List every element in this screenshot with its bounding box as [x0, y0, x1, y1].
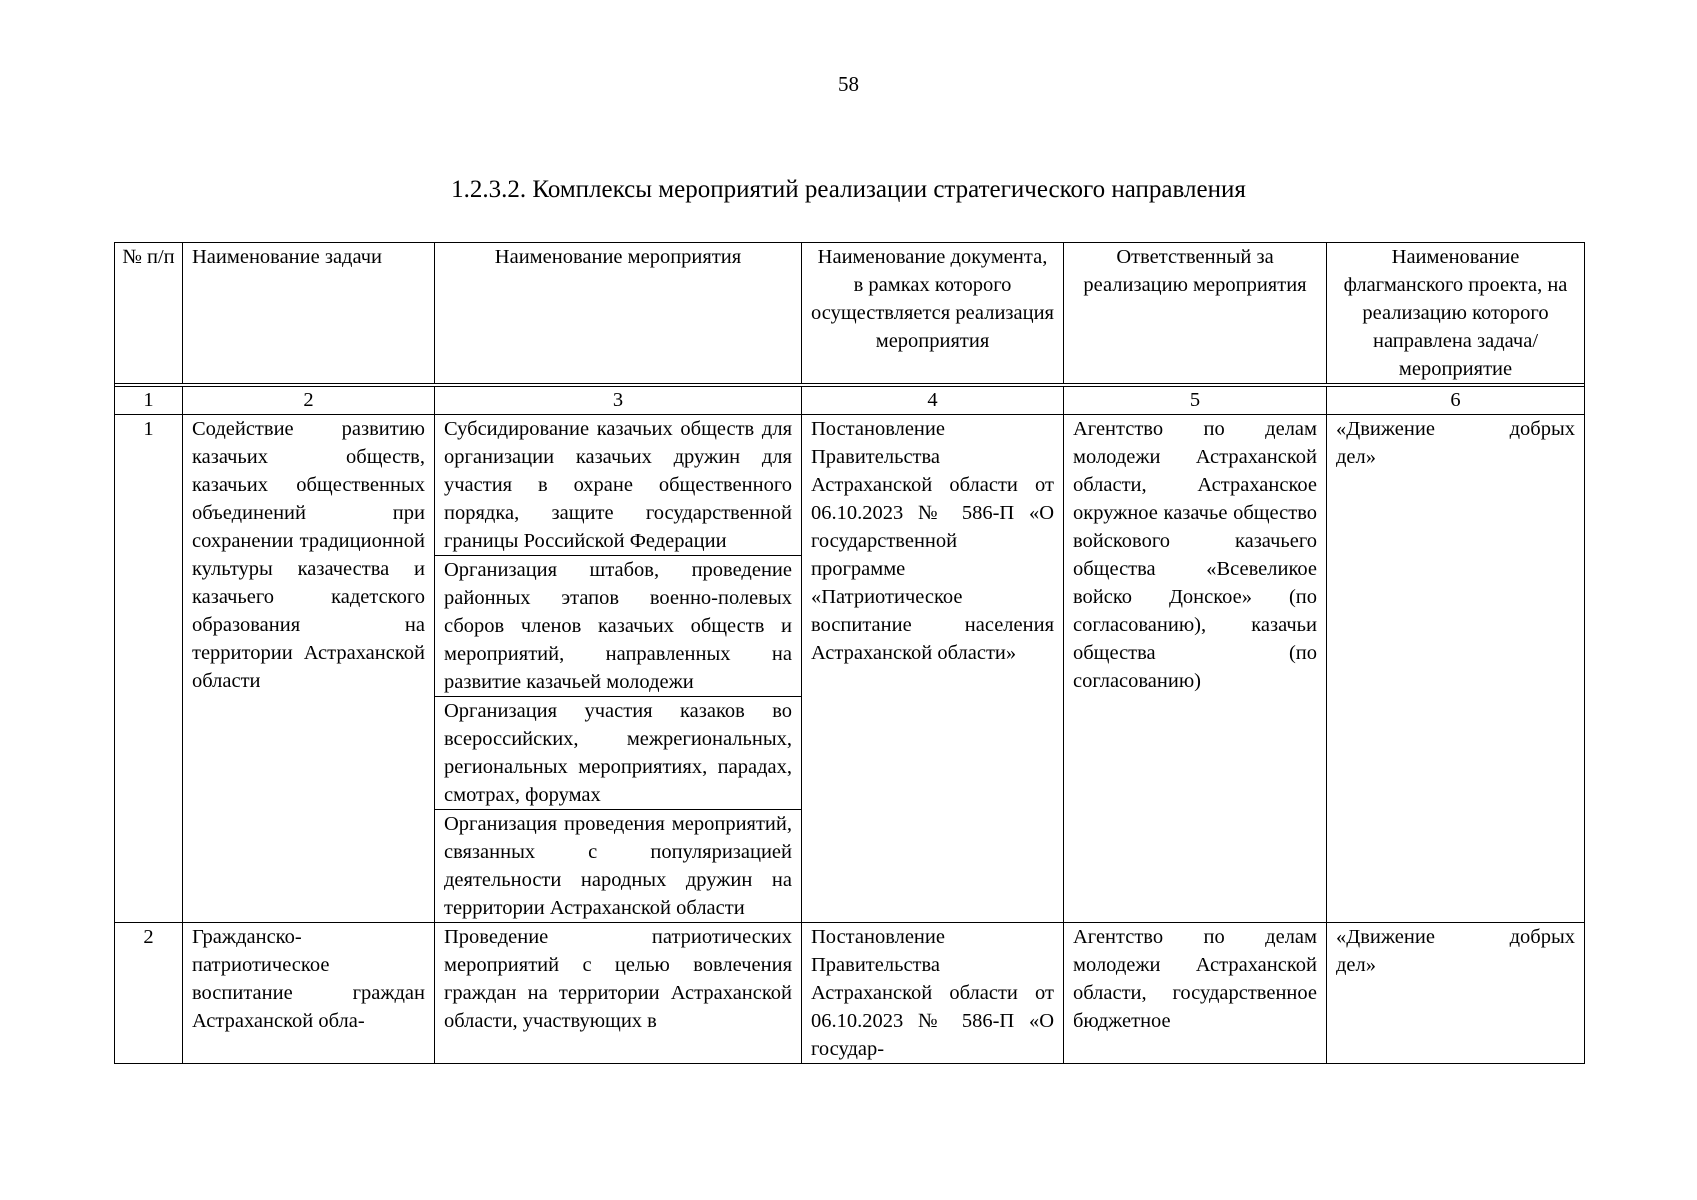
flagship-cell	[1327, 923, 1585, 1064]
section-title: 1.2.3.2. Комплексы мероприятий реализации стратегического направления	[451, 176, 1246, 203]
header-event: Наименование мероприятия	[435, 243, 802, 384]
table-row	[115, 415, 1585, 556]
flagship-text: дел»	[1336, 954, 1377, 976]
document-cell: Постановление Правительства Астраханской области от 06.10.2023 № 586-П «О государственной программе «Патриотическое воспитание населения Астраханской области»	[802, 415, 1064, 923]
flagship-text: «Движение	[1336, 418, 1435, 440]
flagship-text: дел»	[1336, 446, 1377, 468]
activities-table	[114, 242, 1585, 1064]
header-no: № п/п	[115, 243, 183, 384]
header-flagship: Наименование флагманского проекта, на реализацию которого направлена задача/мероприятие	[1327, 243, 1585, 384]
column-number: 6	[1327, 387, 1585, 415]
event-cell: Субсидирование казачьих обществ для организации казачьих дружин для участия в охране общественного порядка, защите государственной границы Российской Федерации	[435, 415, 802, 556]
flagship-text: добрых	[1509, 926, 1575, 948]
event-cell: Организация участия казаков во всероссийских, межрегиональных, региональных мероприятиях, парадах, смотрах, форумах	[435, 697, 802, 810]
column-number: 1	[115, 387, 183, 415]
column-number: 4	[802, 387, 1064, 415]
flagship-text: «Движение	[1336, 926, 1435, 948]
task-cell: Содействие развитию казачьих обществ, казачьих общественных объединений при сохранении традиционной культуры казачества и казачьего кадетского образования на территории Астраханской области	[183, 415, 435, 923]
event-cell: Организация проведения мероприятий, связанных с популяризацией деятельности народных дружин на территории Астраханской области	[435, 810, 802, 923]
column-number: 3	[435, 387, 802, 415]
row-number: 2	[115, 923, 183, 1064]
column-number: 5	[1064, 387, 1327, 415]
row-number: 1	[115, 415, 183, 923]
task-cell: Гражданско-патриотическое воспитание граждан Астраханской обла-	[183, 923, 435, 1064]
flagship-text: добрых	[1509, 418, 1575, 440]
header-task: Наименование задачи	[183, 243, 435, 384]
event-cell: Организация штабов, проведение районных этапов военно-полевых сборов членов казачьих обществ и мероприятий, направленных на развитие казачьей молодежи	[435, 556, 802, 697]
header-responsible: Ответственный за реализацию мероприятия	[1064, 243, 1327, 384]
responsible-cell: Агентство по делам молодежи Астраханской области, Астраханское окружное казачье общество войскового казачьего общества «Всевеликое войско Донское» (по согласованию), казачьи общества (по согласованию)	[1064, 415, 1327, 923]
column-number: 2	[183, 387, 435, 415]
table-row	[115, 923, 1585, 1064]
column-number-row	[115, 387, 1585, 415]
event-cell: Проведение патриотических мероприятий с целью вовлечения граждан на территории Астраханской области, участвующих в	[435, 923, 802, 1064]
responsible-cell: Агентство по делам молодежи Астраханской области, государственное бюджетное	[1064, 923, 1327, 1064]
table-header-row	[115, 243, 1585, 384]
flagship-cell	[1327, 415, 1585, 923]
header-document: Наименование документа, в рамках которого осуществляется реализация мероприятия	[802, 243, 1064, 384]
document-cell: Постановление Правительства Астраханской области от 06.10.2023 № 586-П «О государ-	[802, 923, 1064, 1064]
page-number: 58	[838, 72, 859, 96]
